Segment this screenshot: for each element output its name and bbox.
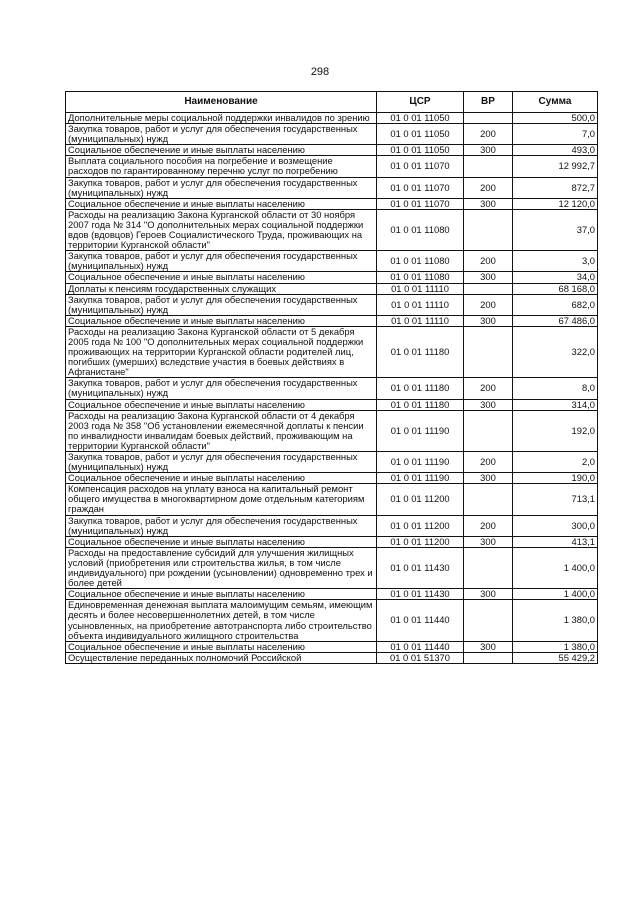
cell-vr: 200 xyxy=(464,452,513,473)
cell-name: Закупка товаров, работ и услуг для обеспечения государственных (муниципальных) нужд xyxy=(66,378,377,399)
table-row xyxy=(66,251,598,272)
cell-csr: 01 0 01 11190 xyxy=(377,452,464,473)
table-row xyxy=(66,473,598,484)
cell-sum: 1 380,0 xyxy=(513,600,598,641)
table-row xyxy=(66,547,598,588)
cell-vr: 200 xyxy=(464,378,513,399)
table-row xyxy=(66,177,598,198)
cell-name: Закупка товаров, работ и услуг для обеспечения государственных (муниципальных) нужд xyxy=(66,515,377,536)
cell-name: Социальное обеспечение и иные выплаты населению xyxy=(66,589,377,600)
cell-vr: 300 xyxy=(464,315,513,326)
cell-sum: 322,0 xyxy=(513,326,598,377)
table-row xyxy=(66,600,598,641)
cell-vr xyxy=(464,156,513,177)
cell-csr: 01 0 01 11070 xyxy=(377,156,464,177)
cell-vr xyxy=(464,547,513,588)
cell-sum: 7,0 xyxy=(513,124,598,145)
cell-sum: 314,0 xyxy=(513,399,598,410)
cell-csr: 01 0 01 11190 xyxy=(377,410,464,451)
cell-sum: 12 992,7 xyxy=(513,156,598,177)
cell-sum: 68 168,0 xyxy=(513,283,598,294)
cell-sum: 1 400,0 xyxy=(513,589,598,600)
cell-csr: 01 0 01 11430 xyxy=(377,589,464,600)
cell-vr: 300 xyxy=(464,536,513,547)
cell-name: Социальное обеспечение и иные выплаты населению xyxy=(66,272,377,283)
cell-sum: 8,0 xyxy=(513,378,598,399)
cell-sum: 3,0 xyxy=(513,251,598,272)
cell-sum: 493,0 xyxy=(513,145,598,156)
table-row xyxy=(66,589,598,600)
cell-csr: 01 0 01 11180 xyxy=(377,378,464,399)
cell-vr xyxy=(464,113,513,124)
cell-name: Компенсация расходов на уплату взноса на капитальный ремонт общего имущества в многоквартирном доме отдельным категориям граждан xyxy=(66,484,377,515)
cell-csr: 01 0 01 11070 xyxy=(377,198,464,209)
cell-name: Расходы на реализацию Закона Курганской области от 4 декабря 2003 года № 358 "Об установлении ежемесячной доплаты к пенсии по инвалидности инвалидам боевых действий, проживающим на территории Курганской области" xyxy=(66,410,377,451)
header-sum: Сумма xyxy=(513,92,598,113)
cell-vr: 300 xyxy=(464,145,513,156)
header-csr: ЦСР xyxy=(377,92,464,113)
cell-name: Расходы на предоставление субсидий для улучшения жилищных условий (приобретения или строительства жилья, в том числе индивидуального) при рождении (усыновлении) одновременно трех и более детей xyxy=(66,547,377,588)
cell-csr: 01 0 01 11080 xyxy=(377,251,464,272)
cell-csr: 01 0 01 11110 xyxy=(377,315,464,326)
table-row xyxy=(66,452,598,473)
table-row xyxy=(66,315,598,326)
cell-name: Закупка товаров, работ и услуг для обеспечения государственных (муниципальных) нужд xyxy=(66,294,377,315)
table-row xyxy=(66,283,598,294)
cell-name: Закупка товаров, работ и услуг для обеспечения государственных (муниципальных) нужд xyxy=(66,177,377,198)
table-row xyxy=(66,378,598,399)
cell-csr: 01 0 01 11080 xyxy=(377,209,464,250)
cell-sum: 55 429,2 xyxy=(513,652,598,663)
cell-name: Социальное обеспечение и иные выплаты населению xyxy=(66,473,377,484)
cell-name: Закупка товаров, работ и услуг для обеспечения государственных (муниципальных) нужд xyxy=(66,251,377,272)
cell-sum: 682,0 xyxy=(513,294,598,315)
cell-name: Социальное обеспечение и иные выплаты населению xyxy=(66,399,377,410)
cell-csr: 01 0 01 11070 xyxy=(377,177,464,198)
cell-name: Дополнительные меры социальной поддержки инвалидов по зрению xyxy=(66,113,377,124)
cell-vr: 200 xyxy=(464,515,513,536)
cell-csr: 01 0 01 11430 xyxy=(377,547,464,588)
cell-vr: 200 xyxy=(464,124,513,145)
cell-sum: 37,0 xyxy=(513,209,598,250)
cell-sum: 192,0 xyxy=(513,410,598,451)
cell-vr: 300 xyxy=(464,473,513,484)
table-row xyxy=(66,272,598,283)
cell-sum: 872,7 xyxy=(513,177,598,198)
cell-name: Расходы на реализацию Закона Курганской области от 5 декабря 2005 года № 100 "О дополнительных мерах социальной поддержки проживающих на территории Курганской области родителей лиц, погибших (умерших) вследствие участия в боевых действиях в Афганистане" xyxy=(66,326,377,377)
cell-vr xyxy=(464,283,513,294)
table-row xyxy=(66,652,598,663)
cell-vr: 300 xyxy=(464,641,513,652)
cell-vr xyxy=(464,600,513,641)
cell-csr: 01 0 01 11200 xyxy=(377,515,464,536)
table-row xyxy=(66,515,598,536)
cell-name: Закупка товаров, работ и услуг для обеспечения государственных (муниципальных) нужд xyxy=(66,124,377,145)
cell-csr: 01 0 01 11050 xyxy=(377,124,464,145)
cell-csr: 01 0 01 11180 xyxy=(377,399,464,410)
table-row xyxy=(66,536,598,547)
cell-name: Расходы на реализацию Закона Курганской области от 30 ноября 2007 года № 314 "О дополнительных мерах социальной поддержки вдов (вдовцов) Героев Социалистического Труда, проживающих на территории Курганской области" xyxy=(66,209,377,250)
cell-vr xyxy=(464,326,513,377)
cell-sum: 713,1 xyxy=(513,484,598,515)
cell-vr: 200 xyxy=(464,177,513,198)
cell-name: Единовременная денежная выплата малоимущим семьям, имеющим десять и более несовершеннолетних детей, в том числе усыновленных, на приобретение автотранспорта либо строительство объекта индивидуального жилищного строительства xyxy=(66,600,377,641)
table-row xyxy=(66,113,598,124)
header-name: Наименование xyxy=(66,92,377,113)
budget-table xyxy=(65,91,598,664)
cell-vr: 200 xyxy=(464,294,513,315)
cell-name: Закупка товаров, работ и услуг для обеспечения государственных (муниципальных) нужд xyxy=(66,452,377,473)
cell-sum: 2,0 xyxy=(513,452,598,473)
cell-csr: 01 0 01 11200 xyxy=(377,484,464,515)
cell-csr: 01 0 01 11440 xyxy=(377,600,464,641)
table-row xyxy=(66,209,598,250)
cell-name: Социальное обеспечение и иные выплаты населению xyxy=(66,145,377,156)
table-body xyxy=(66,113,598,664)
cell-csr: 01 0 01 11050 xyxy=(377,145,464,156)
cell-vr: 300 xyxy=(464,272,513,283)
cell-name: Социальное обеспечение и иные выплаты населению xyxy=(66,641,377,652)
cell-csr: 01 0 01 11110 xyxy=(377,294,464,315)
cell-vr: 300 xyxy=(464,198,513,209)
cell-vr xyxy=(464,652,513,663)
table-row xyxy=(66,124,598,145)
cell-sum: 67 486,0 xyxy=(513,315,598,326)
cell-sum: 413,1 xyxy=(513,536,598,547)
table-row xyxy=(66,156,598,177)
table-header-row xyxy=(66,92,598,113)
table-row xyxy=(66,399,598,410)
cell-csr: 01 0 01 51370 xyxy=(377,652,464,663)
cell-vr: 300 xyxy=(464,589,513,600)
cell-vr: 300 xyxy=(464,399,513,410)
cell-name: Социальное обеспечение и иные выплаты населению xyxy=(66,536,377,547)
cell-name: Социальное обеспечение и иные выплаты населению xyxy=(66,315,377,326)
cell-sum: 1 400,0 xyxy=(513,547,598,588)
table-row xyxy=(66,641,598,652)
cell-csr: 01 0 01 11110 xyxy=(377,283,464,294)
cell-csr: 01 0 01 11200 xyxy=(377,536,464,547)
cell-name: Осуществление переданных полномочий Российской xyxy=(66,652,377,663)
cell-vr xyxy=(464,484,513,515)
table-row xyxy=(66,326,598,377)
table-row xyxy=(66,145,598,156)
table-row xyxy=(66,484,598,515)
cell-sum: 190,0 xyxy=(513,473,598,484)
cell-csr: 01 0 01 11440 xyxy=(377,641,464,652)
cell-sum: 34,0 xyxy=(513,272,598,283)
table-row xyxy=(66,198,598,209)
table-row xyxy=(66,410,598,451)
header-vr: ВР xyxy=(464,92,513,113)
cell-sum: 300,0 xyxy=(513,515,598,536)
cell-csr: 01 0 01 11080 xyxy=(377,272,464,283)
cell-name: Выплата социального пособия на погребение и возмещение расходов по гарантированному перечню услуг по погребению xyxy=(66,156,377,177)
cell-csr: 01 0 01 11050 xyxy=(377,113,464,124)
page-number: 298 xyxy=(310,66,330,78)
cell-csr: 01 0 01 11180 xyxy=(377,326,464,377)
table-row xyxy=(66,294,598,315)
cell-sum: 12 120,0 xyxy=(513,198,598,209)
cell-sum: 500,0 xyxy=(513,113,598,124)
cell-name: Социальное обеспечение и иные выплаты населению xyxy=(66,198,377,209)
cell-sum: 1 380,0 xyxy=(513,641,598,652)
cell-csr: 01 0 01 11190 xyxy=(377,473,464,484)
cell-vr: 200 xyxy=(464,251,513,272)
cell-vr xyxy=(464,209,513,250)
cell-name: Доплаты к пенсиям государственных служащих xyxy=(66,283,377,294)
cell-vr xyxy=(464,410,513,451)
